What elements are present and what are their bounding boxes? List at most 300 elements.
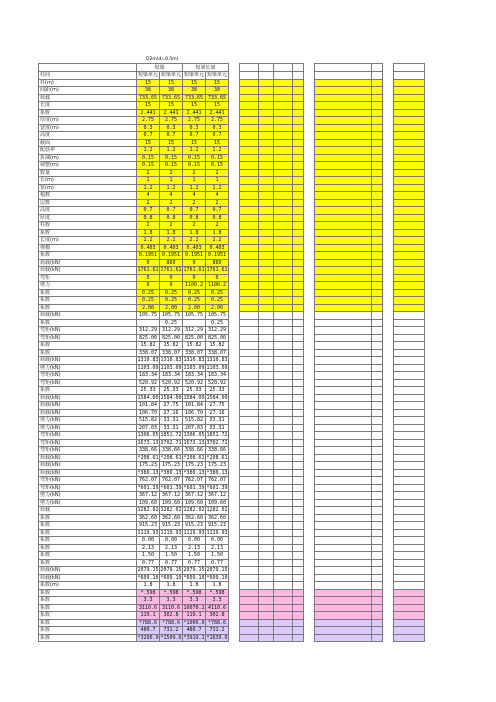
empty-cell: [259, 192, 274, 200]
empty-cell: [372, 124, 383, 132]
empty-cell: [229, 447, 240, 455]
empty-cell: [259, 139, 274, 147]
row-label: 系数: [39, 289, 137, 297]
empty-cell: [229, 94, 240, 102]
empty-cell: [259, 627, 274, 635]
empty-cell: [274, 589, 293, 597]
empty-cell: [259, 79, 274, 87]
empty-cell: [394, 499, 425, 507]
empty-cell: [293, 447, 304, 455]
value-cell: 338.66: [206, 447, 229, 455]
row-label: 荷载(kN): [39, 312, 137, 320]
value-cell: 3.3: [160, 597, 183, 605]
empty-cell: [304, 259, 315, 267]
empty-cell: [293, 567, 304, 575]
empty-cell: [274, 289, 293, 297]
empty-cell: [372, 349, 383, 357]
empty-cell: [304, 154, 315, 162]
value-cell: 0.7: [160, 132, 183, 140]
empty-cell: [304, 297, 315, 305]
empty-cell: [259, 154, 274, 162]
empty-cell: [383, 537, 394, 545]
empty-cell: [229, 327, 240, 335]
row-label: 系数: [39, 597, 137, 605]
empty-cell: [315, 529, 372, 537]
value-cell: 2: [183, 199, 206, 207]
empty-cell: [259, 304, 274, 312]
empty-cell: [304, 507, 315, 515]
empty-cell: [240, 409, 259, 417]
empty-cell: [315, 432, 372, 440]
empty-cell: [240, 559, 259, 567]
value-cell: 2: [160, 169, 183, 177]
empty-cell: [304, 387, 315, 395]
value-cell: 1.2: [137, 184, 160, 192]
empty-cell: [394, 409, 425, 417]
empty-cell: [259, 604, 274, 612]
value-cell: *601.39: [137, 484, 159, 491]
empty-cell: [274, 169, 293, 177]
empty-cell: [240, 207, 259, 215]
empty-cell: [240, 184, 259, 192]
empty-cell: [304, 214, 315, 222]
row-label: 长(m): [39, 177, 137, 185]
empty-cell: [394, 379, 425, 387]
empty-cell: [304, 199, 315, 207]
empty-cell: [259, 364, 274, 372]
value-cell: 0.00: [183, 537, 206, 545]
empty-cell: [383, 454, 394, 462]
empty-cell: [240, 597, 259, 605]
empty-cell: [240, 342, 259, 350]
empty-cell: [394, 567, 425, 575]
value-cell: 2.2: [183, 237, 206, 245]
empty-cell: [293, 237, 304, 245]
empty-cell: [372, 424, 383, 432]
empty-cell: [229, 462, 240, 470]
empty-cell: [372, 312, 383, 320]
empty-cell: [304, 627, 315, 635]
value-cell: 1.50: [183, 552, 206, 560]
value-cell: *.598: [137, 589, 160, 597]
empty-cell: [304, 222, 315, 230]
row-label: 荷载: [39, 94, 137, 102]
empty-cell: [315, 289, 372, 297]
empty-cell: [274, 64, 293, 72]
value-cell: 27.16: [206, 409, 229, 417]
table-row: [39, 304, 425, 312]
empty-cell: [293, 87, 304, 95]
empty-cell: [274, 507, 293, 515]
empty-cell: [372, 454, 383, 462]
empty-cell: [394, 454, 425, 462]
value-cell: 106.70: [183, 409, 206, 417]
empty-cell: [394, 229, 425, 237]
row-label: 系数: [39, 589, 137, 597]
empty-cell: [394, 162, 425, 170]
empty-cell: [293, 469, 304, 477]
value-cell: 1.8: [206, 582, 229, 590]
empty-cell: [394, 522, 425, 530]
empty-cell: [394, 387, 425, 395]
empty-cell: [383, 222, 394, 230]
empty-cell: [372, 177, 383, 185]
empty-cell: [274, 214, 293, 222]
row-label: 系数: [39, 627, 137, 635]
empty-cell: [383, 237, 394, 245]
value-cell: 109.60: [183, 499, 206, 507]
value-cell: 2.441: [160, 109, 183, 117]
empty-cell: [293, 507, 304, 515]
empty-cell: [315, 499, 372, 507]
value-cell: 175.23: [160, 462, 183, 470]
value-cell: 15.82: [160, 342, 183, 350]
value-cell: 4: [206, 192, 229, 200]
value-cell: 1.2: [183, 147, 206, 155]
empty-cell: [372, 492, 383, 500]
empty-cell: [240, 582, 259, 590]
empty-cell: [315, 177, 372, 185]
value-cell: *.598: [206, 589, 229, 597]
value-cell: 367.12: [160, 492, 183, 500]
empty-cell: [259, 64, 274, 72]
empty-cell: [293, 492, 304, 500]
value-cell: 362.60: [206, 514, 229, 522]
empty-cell: [293, 619, 304, 627]
empty-cell: [304, 267, 315, 275]
empty-cell: [372, 634, 383, 642]
empty-cell: [274, 432, 293, 440]
value-cell: 0: [160, 274, 183, 282]
row-label: 弯矩(kN): [39, 484, 137, 492]
empty-cell: [372, 199, 383, 207]
value-cell: 1100.2: [206, 282, 229, 290]
row-label: 荷载(kN): [39, 394, 137, 402]
empty-cell: [293, 207, 304, 215]
empty-cell: [229, 229, 240, 237]
table-row: [39, 454, 425, 462]
empty-cell: [274, 259, 293, 267]
value-cell: 2: [206, 222, 229, 230]
empty-cell: [259, 184, 274, 192]
empty-cell: [372, 619, 383, 627]
empty-cell: [372, 342, 383, 350]
empty-cell: [240, 169, 259, 177]
empty-cell: [229, 484, 240, 492]
empty-cell: [315, 117, 372, 125]
row-label: 荷载(kN): [39, 574, 137, 582]
row-label: 柱间: [39, 72, 137, 80]
value-cell: 109.60: [160, 499, 183, 507]
empty-cell: [240, 237, 259, 245]
value-cell: *788.6: [160, 619, 183, 627]
table-row: [39, 229, 425, 237]
empty-cell: [229, 357, 240, 365]
value-cell: 15: [137, 102, 160, 110]
empty-cell: [259, 312, 274, 320]
table-row: [39, 469, 425, 477]
table-row: [39, 192, 425, 200]
empty-cell: [259, 244, 274, 252]
empty-cell: [259, 297, 274, 305]
empty-cell: [315, 229, 372, 237]
value-cell: 1.2: [206, 184, 229, 192]
empty-cell: [259, 334, 274, 342]
empty-cell: [383, 544, 394, 552]
empty-cell: [293, 334, 304, 342]
value-cell: 0.403: [206, 244, 229, 252]
empty-cell: [274, 424, 293, 432]
empty-cell: [274, 274, 293, 282]
empty-cell: [315, 402, 372, 410]
empty-cell: [372, 387, 383, 395]
row-label: 柱数: [39, 222, 137, 230]
empty-cell: [304, 312, 315, 320]
value-cell: 1.2: [137, 147, 160, 155]
table-row: [39, 522, 425, 530]
value-cell: 515.82: [137, 417, 160, 425]
empty-cell: [229, 162, 240, 170]
empty-cell: [293, 627, 304, 635]
empty-cell: [259, 612, 274, 620]
empty-cell: [259, 469, 274, 477]
empty-cell: [383, 379, 394, 387]
empty-cell: [240, 544, 259, 552]
empty-cell: [304, 544, 315, 552]
empty-cell: [293, 94, 304, 102]
empty-cell: [293, 349, 304, 357]
empty-cell: [229, 364, 240, 372]
empty-cell: [383, 499, 394, 507]
empty-cell: [315, 537, 372, 545]
value-cell: 520.92: [183, 379, 206, 387]
empty-cell: [383, 627, 394, 635]
value-cell: 731.2: [206, 627, 229, 635]
empty-cell: [304, 499, 315, 507]
value-cell: 1119.93: [137, 529, 159, 536]
empty-cell: [293, 184, 304, 192]
empty-cell: [240, 327, 259, 335]
empty-cell: [259, 507, 274, 515]
empty-cell: [259, 402, 274, 410]
empty-cell: [304, 469, 315, 477]
empty-cell: [372, 297, 383, 305]
value-cell: 338.07: [137, 349, 160, 357]
empty-cell: [372, 154, 383, 162]
empty-cell: [240, 267, 259, 275]
empty-cell: [274, 514, 293, 522]
value-cell: [183, 319, 206, 327]
value-cell: 302.8: [206, 612, 229, 620]
value-cell: 480.7: [137, 627, 160, 635]
empty-cell: [293, 252, 304, 260]
empty-cell: [240, 79, 259, 87]
value-cell: 825.00: [206, 334, 229, 342]
empty-cell: [259, 439, 274, 447]
empty-cell: [304, 274, 315, 282]
empty-cell: [315, 87, 372, 95]
empty-cell: [304, 514, 315, 522]
empty-cell: [293, 514, 304, 522]
empty-cell: [315, 634, 372, 642]
value-cell: 25.33: [183, 387, 206, 395]
empty-cell: [315, 207, 372, 215]
value-cell: 2079.15: [160, 567, 182, 574]
value-cell: 1.8: [137, 229, 160, 237]
value-cell: 101.84: [183, 402, 206, 410]
empty-cell: [304, 342, 315, 350]
empty-cell: [304, 477, 315, 485]
empty-cell: [293, 282, 304, 290]
value-cell: 1310.83: [183, 357, 205, 364]
value-cell: 2.00: [206, 304, 229, 312]
value-cell: 1310.83: [206, 357, 228, 364]
empty-cell: [229, 469, 240, 477]
empty-cell: [274, 319, 293, 327]
empty-cell: [372, 192, 383, 200]
value-cell: 175.23: [183, 462, 206, 470]
value-cell: 0.15: [160, 154, 183, 162]
empty-cell: [274, 364, 293, 372]
empty-cell: [372, 229, 383, 237]
row-label: 弯矩(kN): [39, 372, 137, 380]
value-cell: 2079.15: [206, 567, 228, 574]
empty-cell: [259, 94, 274, 102]
value-cell: 1.50: [206, 552, 229, 560]
empty-cell: [304, 447, 315, 455]
empty-cell: [293, 417, 304, 425]
table-row: [39, 357, 425, 365]
empty-cell: [240, 72, 259, 80]
row-label: 间距(m): [39, 87, 137, 95]
value-cell: 520.92: [206, 379, 229, 387]
value-cell: 2: [160, 199, 183, 207]
table-row: [39, 169, 425, 177]
value-cell: 0.7: [206, 132, 229, 140]
empty-cell: [259, 229, 274, 237]
empty-cell: [304, 567, 315, 575]
table-row: [39, 102, 425, 110]
empty-cell: [304, 192, 315, 200]
empty-cell: [394, 87, 425, 95]
row-label: 系数: [39, 297, 137, 305]
empty-cell: [259, 477, 274, 485]
empty-cell: [229, 64, 240, 72]
value-cell: *601.39: [183, 484, 205, 491]
row-label: 荷载(kN): [39, 409, 137, 417]
value-cell: 0.25: [206, 319, 229, 327]
empty-cell: [259, 537, 274, 545]
value-cell: 0.25: [160, 297, 183, 305]
value-cell: 0: [206, 274, 229, 282]
empty-cell: [240, 447, 259, 455]
empty-cell: [372, 319, 383, 327]
value-cell: 0.00: [206, 537, 229, 545]
empty-cell: [293, 139, 304, 147]
empty-cell: [259, 289, 274, 297]
empty-cell: [383, 342, 394, 350]
empty-cell: [372, 244, 383, 252]
table-row: [39, 154, 425, 162]
empty-cell: [315, 552, 372, 560]
empty-cell: [274, 574, 293, 582]
empty-cell: [315, 124, 372, 132]
value-cell: 3702.71: [160, 439, 182, 446]
empty-cell: [304, 102, 315, 110]
empty-cell: [394, 477, 425, 485]
empty-cell: [383, 304, 394, 312]
value-cell: *3290.9: [137, 634, 159, 641]
empty-cell: [293, 192, 304, 200]
empty-cell: [293, 477, 304, 485]
value-cell: 1119.93: [206, 529, 228, 536]
empty-cell: [315, 342, 372, 350]
spreadsheet-table: [38, 63, 425, 642]
group-header: 短梁长梁: [183, 64, 229, 72]
empty-cell: [304, 417, 315, 425]
empty-cell: [394, 214, 425, 222]
value-cell: 762.07: [206, 477, 229, 485]
value-cell: 0.7: [137, 132, 160, 140]
value-cell: 15.82: [206, 342, 229, 350]
value-cell: 731.2: [160, 627, 183, 635]
empty-cell: [315, 147, 372, 155]
empty-cell: [293, 64, 304, 72]
empty-cell: [259, 619, 274, 627]
empty-cell: [229, 259, 240, 267]
empty-cell: [315, 394, 372, 402]
empty-cell: [383, 147, 394, 155]
empty-cell: [240, 484, 259, 492]
empty-cell: [383, 177, 394, 185]
value-cell: 0.3: [160, 124, 183, 132]
empty-cell: [293, 597, 304, 605]
empty-cell: [229, 387, 240, 395]
empty-cell: [259, 252, 274, 260]
value-cell: 0: [137, 282, 160, 290]
value-cell: 2.00: [183, 304, 206, 312]
table-row: [39, 514, 425, 522]
empty-cell: [383, 244, 394, 252]
empty-cell: [259, 417, 274, 425]
empty-cell: [315, 357, 372, 365]
empty-cell: [315, 589, 372, 597]
empty-cell: [274, 604, 293, 612]
empty-cell: [293, 244, 304, 252]
row-label: 折减(m): [39, 154, 137, 162]
empty-cell: [394, 357, 425, 365]
empty-cell: [240, 177, 259, 185]
row-label: 系数: [39, 529, 137, 537]
empty-cell: [240, 64, 259, 72]
table-row: [39, 447, 425, 455]
empty-cell: [372, 432, 383, 440]
empty-cell: [229, 492, 240, 500]
table-row: [39, 544, 425, 552]
empty-cell: [383, 357, 394, 365]
empty-cell: [259, 102, 274, 110]
value-cell: 2: [160, 222, 183, 230]
value-cell: 109.60: [206, 499, 229, 507]
empty-cell: [274, 297, 293, 305]
empty-cell: [394, 507, 425, 515]
row-label: 弯矩: [39, 274, 137, 282]
empty-cell: [240, 252, 259, 260]
empty-cell: [293, 79, 304, 87]
value-cell: 1584.00: [137, 394, 159, 401]
empty-cell: [315, 132, 372, 140]
empty-cell: [259, 147, 274, 155]
